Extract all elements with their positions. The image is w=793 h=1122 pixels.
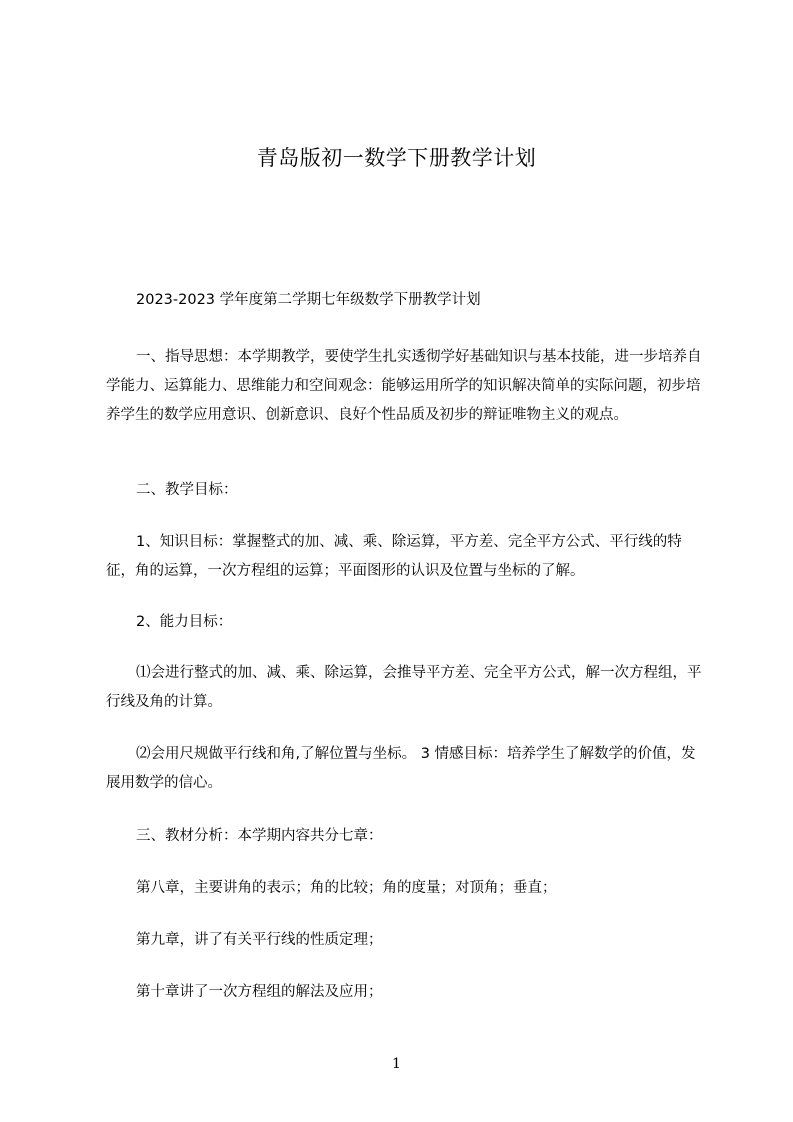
paragraph-teaching-goals-heading: 二、教学目标： (136, 482, 238, 498)
paragraph-ability-goal-2: ⑵会用尺规做平行线和角,了解位置与坐标。 3 情感目标：培养学生了解数学的价值，发展用数学的信心。 (106, 746, 696, 791)
paragraph-material-analysis: 三、教材分析：本学期内容共分七章： (136, 828, 383, 844)
paragraph-plan-heading: 2023-2023 学年度第二学期七年级数学下册教学计划 (136, 292, 481, 308)
paragraph-chapter-8: 第八章，主要讲角的表示；角的比较；角的度量；对顶角；垂直； (136, 880, 557, 896)
paragraph-chapter-9: 第九章，讲了有关平行线的性质定理； (136, 932, 383, 948)
paragraph-knowledge-goals: 1、知识目标：掌握整式的加、减、乘、除运算，平方差、完全平方公式、平行线的特征，角的运算，一次方程组的运算；平面图形的认识及位置与坐标的了解。 (106, 534, 682, 579)
page-number: 1 (392, 1056, 401, 1072)
paragraph-chapter-10: 第十章讲了一次方程组的解法及应用； (136, 984, 383, 1000)
document-title: 青岛版初一数学下册教学计划 (256, 146, 537, 170)
paragraph-ability-goals-heading: 2、能力目标： (136, 614, 233, 630)
paragraph-ability-goal-1: ⑴会进行整式的加、减、乘、除运算，会推导平方差、完全平方公式，解一次方程组，平行线及角的计算。 (106, 665, 702, 710)
paragraph-guiding-thought: 一、指导思想：本学期教学，要使学生扎实透彻学好基础知识与基本技能，进一步培养自学能力、运算能力、思维能力和空间观念：能够运用所学的知识解决简单的实际问题，初步培养学生的数学应用意识、创新意识、良好个性品质及初步的辩证唯物主义的观点。 (106, 349, 702, 423)
